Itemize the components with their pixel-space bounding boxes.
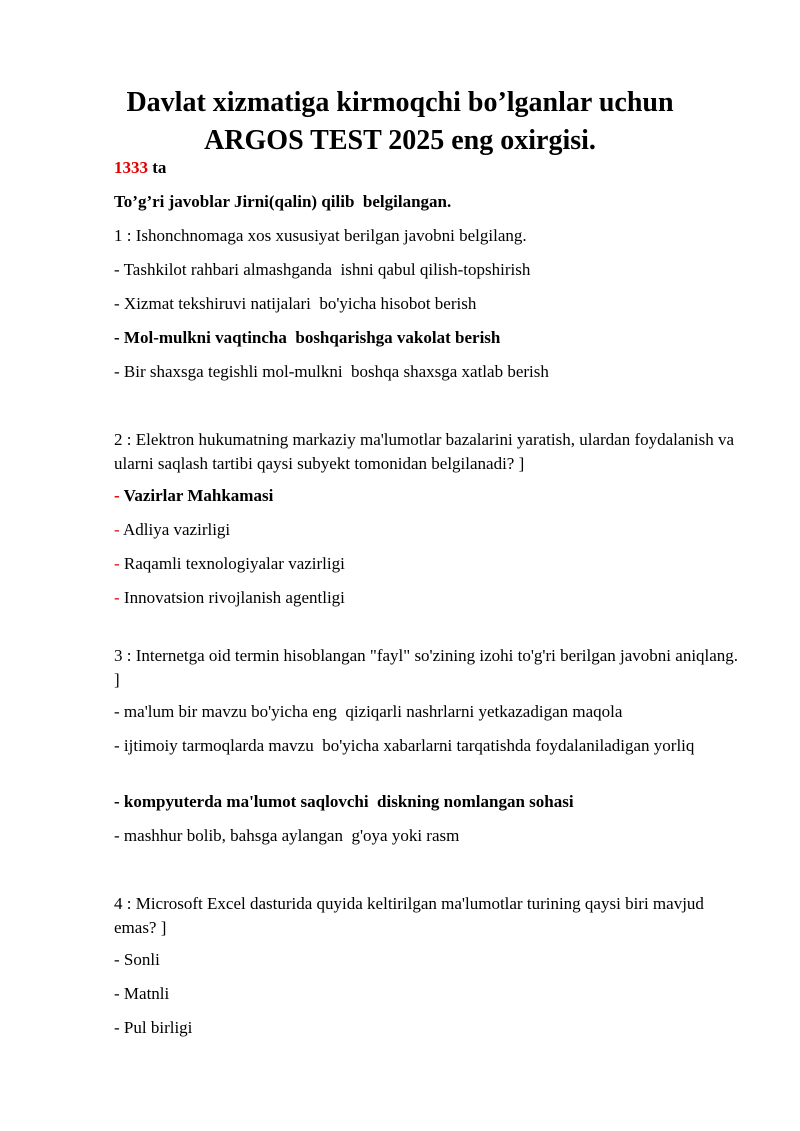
question-2-text: 2 : Elektron hukumatning markaziy ma'lumotlar bazalarini yaratish, ulardan foydalanish va ularni saqlash tartibi qaysi subyekt tomonidan belgilanadi? ]	[114, 430, 739, 473]
option-text: Vazirlar Mahkamasi	[123, 486, 274, 505]
option-dash: -	[114, 702, 124, 721]
question-count	[114, 156, 744, 180]
option-dash: -	[114, 736, 124, 755]
question-1-option-4	[114, 360, 744, 384]
question-2-option-1-correct	[114, 484, 744, 508]
option-dash: -	[114, 588, 124, 607]
title-line-2: ARGOS TEST 2025 eng oxirgisi.	[204, 125, 596, 156]
question-2-option-2	[114, 518, 744, 542]
option-text: Xizmat tekshiruvi natijalari bo'yicha hisobot berish	[123, 294, 477, 313]
title-line-1: Davlat xizmatiga kirmoqchi bo’lganlar uchun	[126, 87, 674, 118]
option-text: kompyuterda ma'lumot saqlovchi diskning nomlangan sohasi	[123, 792, 574, 811]
count-suffix: ta	[148, 158, 167, 177]
question-1-option-1	[114, 258, 744, 282]
option-dash: -	[114, 826, 124, 845]
option-dash: -	[114, 950, 124, 969]
option-dash: -	[114, 792, 124, 811]
document-title	[60, 84, 740, 160]
question-1-option-3-correct	[114, 326, 744, 350]
option-text: Tashkilot rahbari almashganda ishni qabul qilish-topshirish	[123, 260, 531, 279]
option-dash: -	[114, 984, 124, 1003]
question-3-option-4	[114, 824, 744, 848]
option-text: mashhur bolib, bahsga aylangan g'oya yoki rasm	[123, 826, 460, 845]
option-text: Matnli	[123, 984, 170, 1003]
instruction-text: To’g’ri javoblar Jirni(qalin) qilib belgilangan.	[114, 192, 452, 211]
option-text: Raqamli texnologiyalar vazirligi	[123, 554, 345, 573]
question-4-option-1	[114, 948, 744, 972]
option-dash: -	[114, 520, 123, 539]
option-text: ijtimoiy tarmoqlarda mavzu bo'yicha xabarlarni tarqatishda foydalaniladigan yorliq	[123, 736, 695, 755]
option-dash: -	[114, 1018, 124, 1037]
question-1-option-2	[114, 292, 744, 316]
option-text: Adliya vazirligi	[122, 520, 231, 539]
option-dash: -	[114, 486, 124, 505]
question-2-option-3	[114, 552, 744, 576]
option-text: Pul birligi	[123, 1018, 193, 1037]
option-text: Sonli	[123, 950, 160, 969]
count-number: 1333	[114, 158, 148, 177]
option-text: Innovatsion rivojlanish agentligi	[123, 588, 345, 607]
option-dash: -	[114, 294, 124, 313]
question-3-option-1	[114, 700, 744, 724]
option-text: Mol-mulkni vaqtincha boshqarishga vakolat berish	[123, 328, 501, 347]
question-3-option-3-correct	[114, 790, 744, 814]
question-3-text: 3 : Internetga oid termin hisoblangan "fayl" so'zining izohi to'g'ri berilgan javobni aniqlang. ]	[114, 646, 743, 689]
option-text: Bir shaxsga tegishli mol-mulkni boshqa shaxsga xatlab berish	[123, 362, 549, 381]
question-1-text: 1 : Ishonchnomaga xos xususiyat berilgan javobni belgilang.	[114, 226, 527, 245]
option-dash: -	[114, 362, 124, 381]
option-text: ma'lum bir mavzu bo'yicha eng qiziqarli nashrlarni yetkazadigan maqola	[123, 702, 623, 721]
option-dash: -	[114, 260, 124, 279]
option-dash: -	[114, 328, 124, 347]
question-4-option-2	[114, 982, 744, 1006]
question-2-option-4	[114, 586, 744, 610]
question-4-option-3	[114, 1016, 744, 1040]
option-dash: -	[114, 554, 124, 573]
question-3-option-2	[114, 734, 744, 758]
question-4-text: 4 : Microsoft Excel dasturida quyida keltirilgan ma'lumotlar turining qaysi biri mavjud emas? ]	[114, 894, 709, 937]
